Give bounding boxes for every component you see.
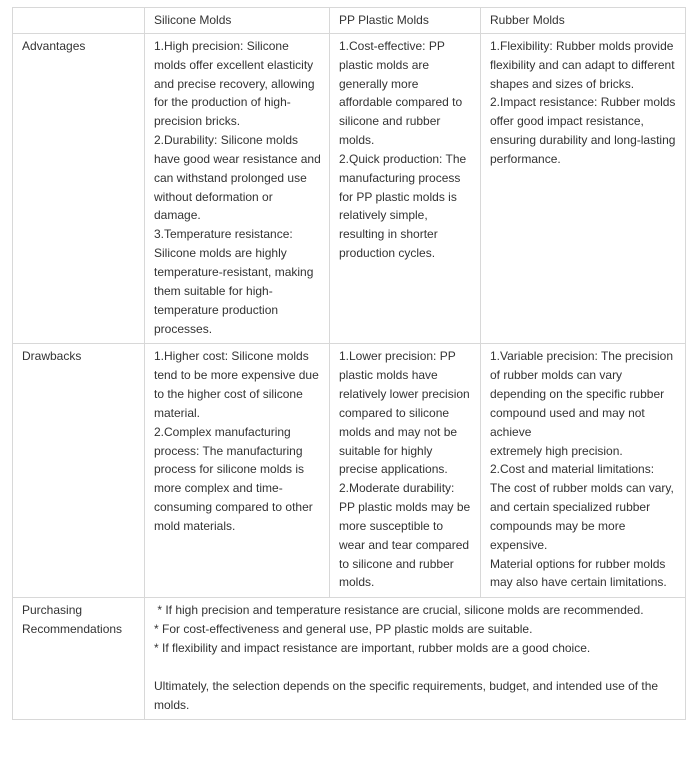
table-row-drawbacks xyxy=(13,344,686,598)
recommendations-cell xyxy=(145,598,686,720)
drawbacks-rubber: 1.Variable precision: The precision of rubber molds can vary depending on the specific rubber compound used and may not achieve extremely high precision. 2.Cost and material limitations: The cost of rubber molds can vary, and certain specialized rubber compounds may be more expensive. Material options for rubber molds may also have certain limitations. xyxy=(481,344,686,598)
header-row xyxy=(13,8,686,34)
recommendation-silicone: * If high precision and temperature resistance are crucial, silicone molds are recommended. xyxy=(154,603,644,618)
advantages-rubber: 1.Flexibility: Rubber molds provide flexibility and can adapt to different shapes and sizes of bricks. 2.Impact resistance: Rubber molds offer good impact resistance, ensuring durability and long-lasting performance. xyxy=(481,33,686,344)
recommendation-rubber: * If flexibility and impact resistance are important, rubber molds are a good choice. xyxy=(154,641,591,655)
comparison-table xyxy=(12,7,686,720)
recommendation-conclusion: Ultimately, the selection depends on the specific requirements, budget, and intended use of the molds. xyxy=(154,678,659,712)
row-label-recommendations: Purchasing Recommendations xyxy=(13,598,145,720)
drawbacks-silicone: 1.Higher cost: Silicone molds tend to be more expensive due to the higher cost of silicone material. 2.Complex manufacturing process: The manufacturing process for silicone molds is more complex and time-consuming compared to other mold materials. xyxy=(145,344,330,598)
header-silicone: Silicone Molds xyxy=(145,8,330,34)
table-row-advantages xyxy=(13,33,686,344)
header-corner xyxy=(13,8,145,34)
header-rubber: Rubber Molds xyxy=(481,8,686,34)
recommendation-pp-plastic: * For cost-effectiveness and general use, PP plastic molds are suitable. xyxy=(154,622,533,637)
drawbacks-pp-plastic: 1.Lower precision: PP plastic molds have relatively lower precision compared to silicone molds and may not be suitable for highly precise applications. 2.Moderate durability: PP plastic molds may be more susceptible to wear and tear compared to silicone and rubber molds. xyxy=(330,344,481,598)
header-pp-plastic: PP Plastic Molds xyxy=(330,8,481,34)
row-label-drawbacks: Drawbacks xyxy=(13,344,145,598)
advantages-silicone: 1.High precision: Silicone molds offer excellent elasticity and precise recovery, allowing for the production of high-precision bricks. 2.Durability: Silicone molds have good wear resistance and can withstand prolonged use without deformation or damage. 3.Temperature resistance: Silicone molds are highly temperature-resistant, making them suitable for high-temperature production processes. xyxy=(145,33,330,344)
recommendation-spacer xyxy=(154,658,677,677)
table-row-recommendations xyxy=(13,598,686,720)
advantages-pp-plastic: 1.Cost-effective: PP plastic molds are generally more affordable compared to silicone and rubber molds. 2.Quick production: The manufacturing process for PP plastic molds is relatively simple, resulting in shorter production cycles. xyxy=(330,33,481,344)
row-label-advantages: Advantages xyxy=(13,33,145,344)
